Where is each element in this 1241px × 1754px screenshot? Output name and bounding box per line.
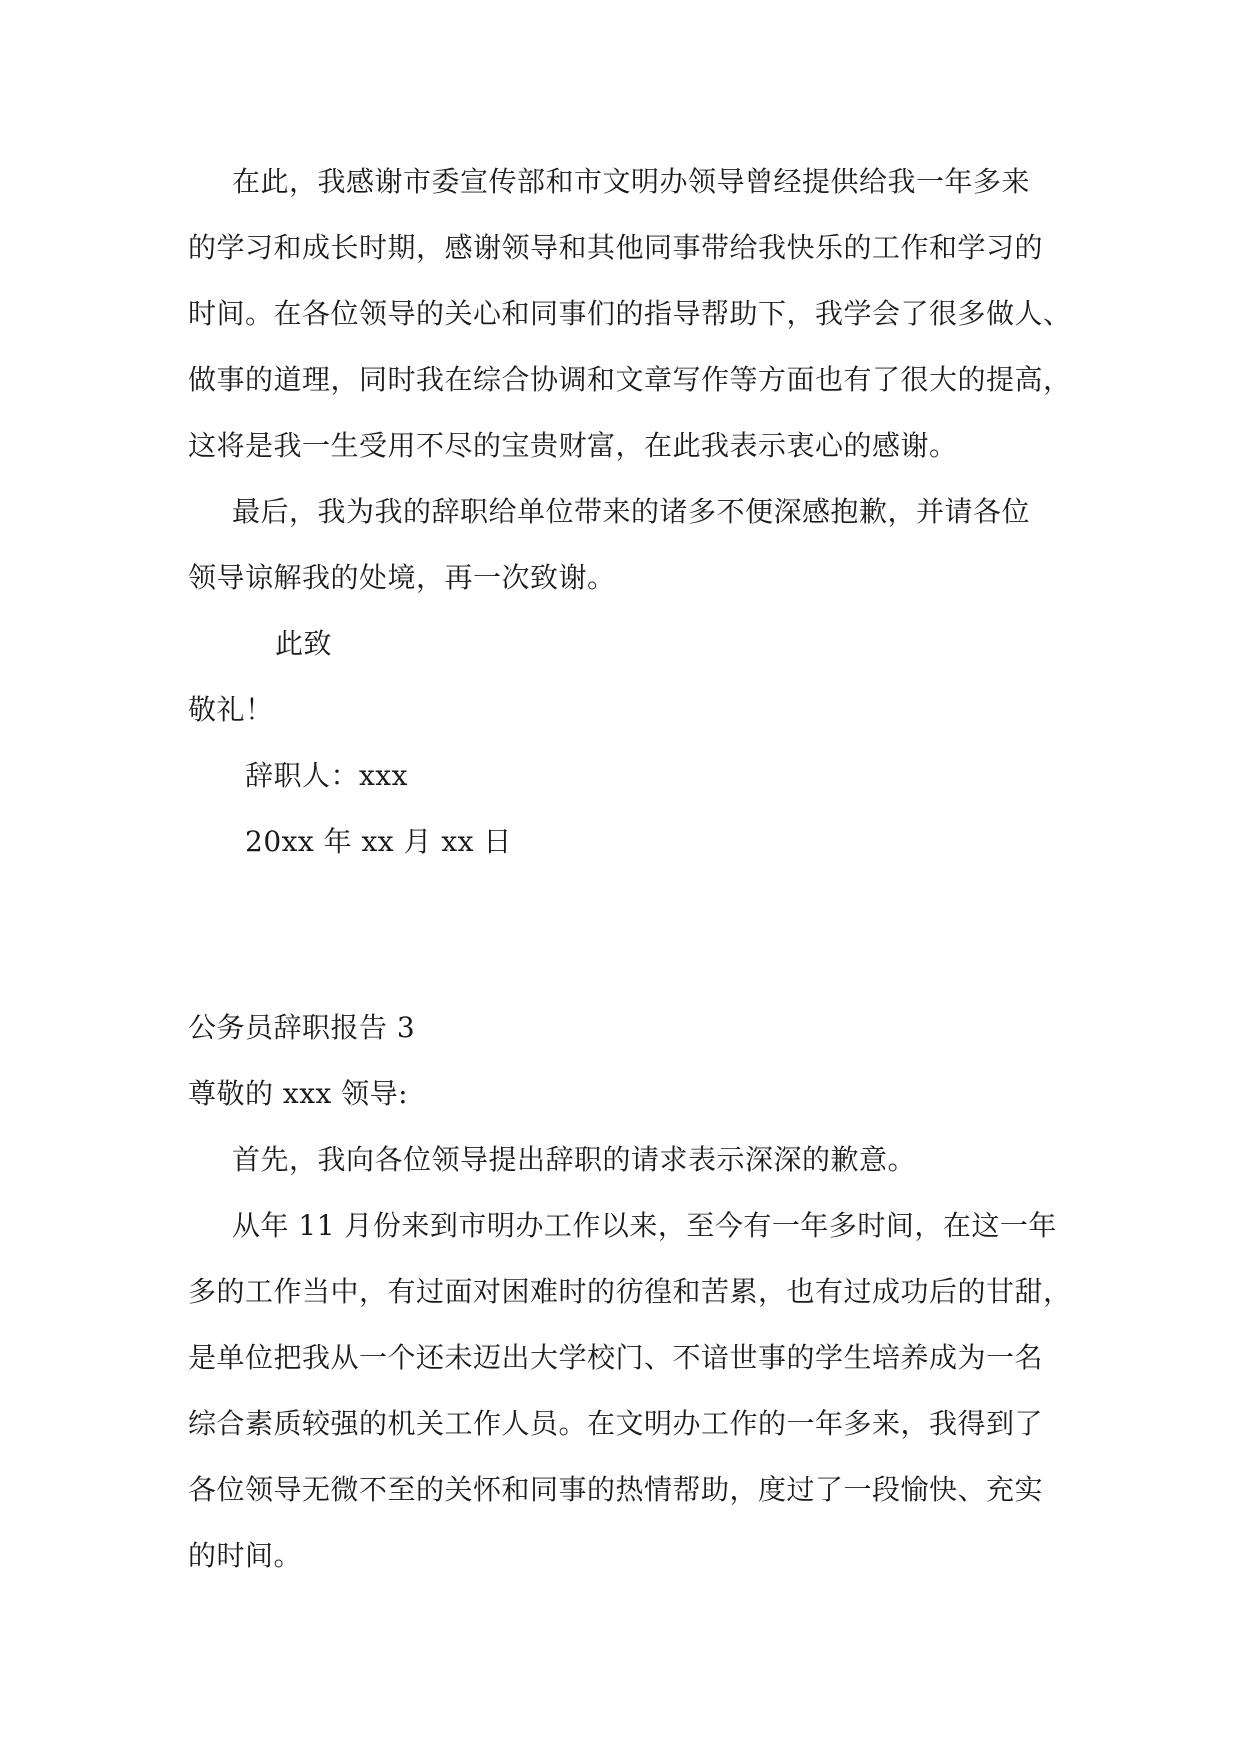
paragraph-line: 从年 11 月份来到市明办工作以来，至今有一年多时间，在这一年: [232, 1209, 1057, 1242]
paragraph-line: 是单位把我从一个还未迈出大学校门、不谙世事的学生培养成为一名: [188, 1341, 1044, 1374]
closing-line: 此致: [275, 627, 333, 660]
salutation: 尊敬的 xxx 领导:: [188, 1077, 409, 1110]
paragraph-line: 领导谅解我的处境，再一次致谢。: [188, 561, 616, 594]
paragraph-line: 在此，我感谢市委宣传部和市文明办领导曾经提供给我一年多来: [232, 165, 1031, 198]
closing-salute: 敬礼！: [188, 693, 274, 726]
paragraph-line: 的时间。: [188, 1539, 303, 1572]
section-title: 公务员辞职报告 3: [188, 1011, 416, 1044]
paragraph-line: 做事的道理，同时我在综合协调和文章写作等方面也有了很大的提高，: [188, 363, 1072, 396]
paragraph-line: 综合素质较强的机关工作人员。在文明办工作的一年多来，我得到了: [188, 1407, 1044, 1440]
paragraph-line: 时间。在各位领导的关心和同事们的指导帮助下，我学会了很多做人、: [188, 297, 1072, 330]
paragraph-line: 的学习和成长时期，感谢领导和其他同事带给我快乐的工作和学习的: [188, 231, 1044, 264]
paragraph-line: 多的工作当中，有过面对困难时的彷徨和苦累，也有过成功后的甘甜，: [188, 1275, 1072, 1308]
paragraph-line: 这将是我一生受用不尽的宝贵财富，在此我表示衷心的感谢。: [188, 429, 958, 462]
paragraph-line: 最后，我为我的辞职给单位带来的诸多不便深感抱歉，并请各位: [232, 495, 1031, 528]
paragraph-line: 各位领导无微不至的关怀和同事的热情帮助，度过了一段愉快、充实: [188, 1473, 1044, 1506]
signature-line: 辞职人：xxx: [245, 759, 408, 792]
paragraph-line: 首先，我向各位领导提出辞职的请求表示深深的歉意。: [232, 1143, 917, 1176]
date-line: 20xx 年 xx 月 xx 日: [245, 825, 512, 858]
